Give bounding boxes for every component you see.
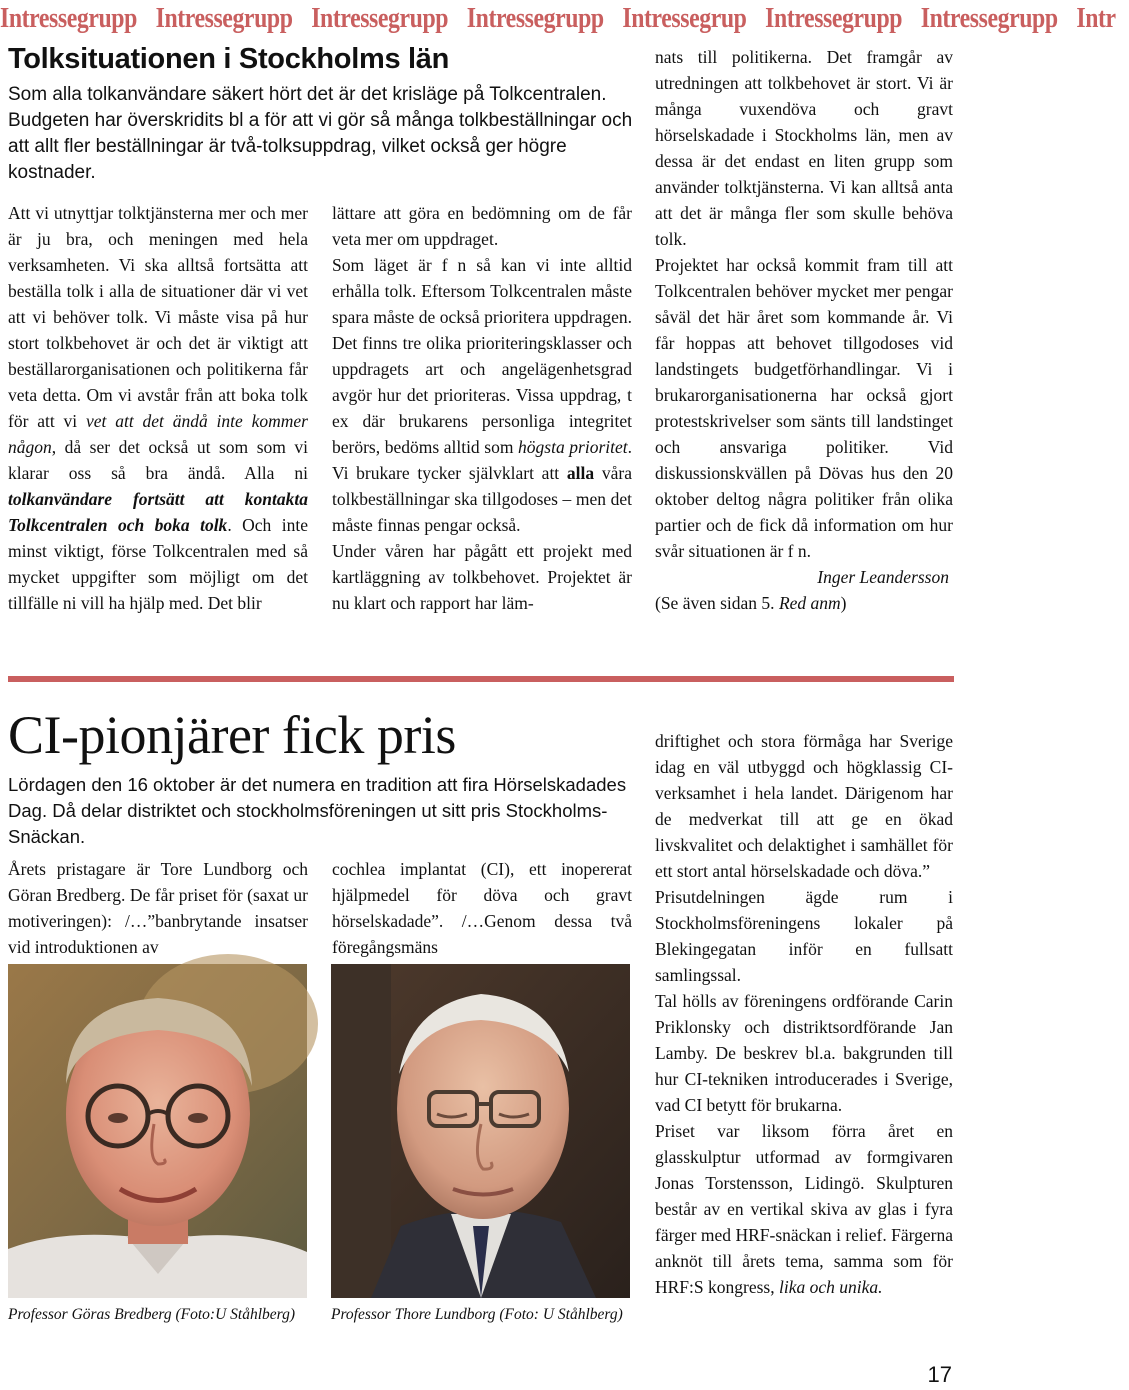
article1-column-2 — [332, 200, 632, 616]
article1-col3-paragraph-2: Projektet har också kommit fram till att Tolkcentralen behöver mycket mer pengar såväl det här året som kommande år. Vi får hoppas att behovet tillgodoses vid landstingets budgetförhandlingar. Vi i brukarorganisationerna har också gjort protestskrivelser som sänts till landstinget och ansvariga politiker. Vid diskussionskvällen på Dövas hus den 20 oktober deltog några politiker från olika partier och de fick då information om hur svår situationen är f n. — [655, 255, 953, 561]
article2-col2-paragraph: cochlea implantat (CI), ett inopererat hjälpmedel för döva och gravt hörselskadade”. /…Genom dessa två föregångsmäns — [332, 859, 632, 957]
section-banner — [0, 2, 1116, 36]
portrait-photo-lundborg — [331, 964, 630, 1298]
article2-column-1 — [8, 856, 308, 960]
emphasis-text: högsta prioritet — [518, 437, 628, 457]
banner-word: Intressegrupp — [0, 2, 137, 34]
article2-title: CI-pionjärer fick pris — [8, 705, 456, 765]
article1-column-3 — [655, 44, 953, 616]
article2-col3-paragraph-2: Prisutdelningen ägde rum i Stockholmsföreningens lokaler på Blekingegatan inför en fullsatt samlingssal. — [655, 887, 953, 985]
article1-col2-paragraph-3: Under våren har pågått ett projekt med kartläggning av tolkbehovet. Projektet är nu klart och rapport har läm- — [332, 541, 632, 613]
section-divider — [8, 676, 954, 682]
emphasis-text: lika och unika. — [778, 1277, 883, 1297]
article1-title: Tolksituationen i Stockholms län — [8, 43, 450, 75]
strong-text: alla — [566, 463, 595, 483]
banner-word: Intressegrupp — [765, 2, 903, 34]
article1-col2-paragraph-1: lättare att göra en bedömning om de får veta mer om uppdraget. — [332, 203, 632, 249]
article2-col3-paragraph-4: Priset var liksom förra året en glasskulptur utformad av formgivaren Jonas Torstensson, Lidingö. Skulpturen består av en vertikal skiva av glas i fyra färger med HRF-snäckan i relief. Färgerna anknöt till årets tema, samma som för HRF:S kongress, lika och unika. — [655, 1121, 953, 1297]
article1-col1-paragraph: Att vi utnyttjar tolktjänsterna mer och mer är ju bra, och meningen med hela verksamheten. Vi ska alltså fortsätta att beställa tolk i alla de situationer där vi vet att vi behöver tolk. Vi måste visa på hur stort tolkbehovet är och det är viktigt att beställarorganisationen och politikerna får veta detta. Om vi avstår från att boka tolk för att vi vet att det ändå inte kommer någon, då ser det också ut som som vi klarar oss så bra ändå. Alla ni tolkanvändare fortsätt att kontakta Tolkcentralen och boka tolk. Och inte minst viktigt, förse Tolkcentralen med så mycket uppgifter som möjligt om det tillfälle ni vill ha hjälp med. Det blir — [8, 203, 308, 613]
article1-col3-paragraph-1: nats till politikerna. Det framgår av utredningen att tolkbehovet är stort. Vi är många vuxendöva och gravt hörselskadade i Stockholms län, men av dessa är det endast en liten grupp som använder tolktjänsterna. Vi kan alltså anta att det är många fler som skulle behöva tolk. — [655, 47, 953, 249]
banner-word: Intr — [1076, 2, 1116, 34]
article2-col3-paragraph-1: driftighet och stora förmåga har Sverige idag en väl utbyggd och högklassig CI-verksamhet i hela landet. Därigenom har de medverkat till att ge en ökad livskvalitet och delaktighet i samhället för ett stort antal hörselskadade och döva.” — [655, 731, 953, 881]
article1-lead: Som alla tolkanvändare säkert hört det är det krisläge på Tolkcentralen. Budgeten har överskridits bl a för att vi gör så många tolkbeställningar och att allt fler beställningar är två-tolksuppdrag, vilket också ger högre kostnader. — [8, 84, 633, 183]
portrait-illustration-lundborg — [331, 964, 630, 1298]
page-number: 17 — [927, 1362, 952, 1387]
article2-lead: Lördagen den 16 oktober är det numera en tradition att fira Hörselskadades Dag. Då delar distriktet och stockholmsföreningen ut sitt pris Stockholms-Snäckan. — [8, 774, 627, 847]
article1-col2-paragraph-2: Som läget är f n så kan vi inte alltid erhålla tolk. Eftersom Tolkcentralen måste spara måste de också prioritera uppdragen. Det finns tre olika prioriteringsklasser och uppdragets art och angelägenhetsgrad avgör hur det prioriteras. Vissa uppdrag, t ex där brukarens personliga integritet berörs, bedöms alltid som högsta prioritet. Vi brukare tycker självklart att alla våra tolkbeställningar ska tillgodoses – men det måste finnas pengar också. — [332, 255, 632, 535]
portrait-photo-bredberg — [8, 964, 307, 1298]
article2-col1-paragraph: Årets pristagare är Tore Lundborg och Göran Bredberg. De får priset för (saxat ur motiveringen): /…”banbrytande insatser vid introduktionen av — [8, 859, 308, 957]
article1-editor-note: (Se även sidan 5. Red anm) — [655, 593, 847, 613]
banner-word: Intressegrupp — [311, 2, 449, 34]
article2-column-3 — [655, 728, 953, 1300]
article2-column-2 — [332, 856, 632, 960]
portrait-illustration-bredberg — [8, 964, 307, 1298]
banner-word: Intressegrupp — [920, 2, 1058, 34]
strong-emphasis-text: tolkanvändare fortsätt att kontakta Tolkcentralen och boka tolk — [8, 489, 308, 535]
banner-word: Intressegrupp — [155, 2, 293, 34]
photo-caption-bredberg: Professor Göras Bredberg (Foto:U Ståhlberg) — [8, 1306, 296, 1323]
banner-word: Intressegrupp — [466, 2, 604, 34]
article1-signature: Inger Leandersson — [817, 567, 949, 587]
article1-column-1 — [8, 200, 308, 616]
photo-caption-lundborg: Professor Thore Lundborg (Foto: U Ståhlberg) — [331, 1306, 623, 1323]
article2-col3-paragraph-3: Tal hölls av föreningens ordförande Carin Priklonsky och distriktsordförande Jan Lamby. De beskrev bl.a. bakgrunden till hur CI-tekniken introducerades i Sverige, vad CI betytt för brukarna. — [655, 991, 953, 1115]
banner-word: Intressegrup — [622, 2, 747, 34]
emphasis-text: vet att det ändå inte kommer någon — [8, 411, 308, 457]
